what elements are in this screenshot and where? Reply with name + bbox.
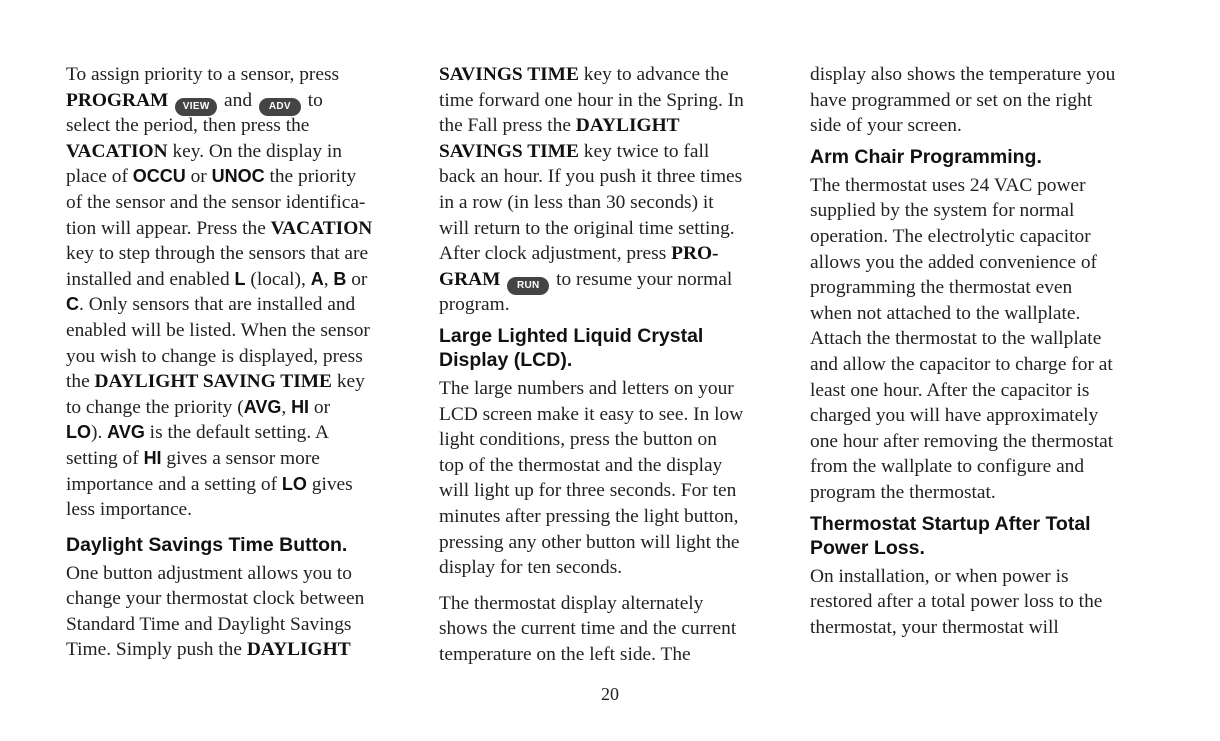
text-line	[66, 472, 411, 498]
text-line	[66, 395, 411, 421]
display-code-unoc: UNOC	[211, 166, 265, 187]
display-code-lo: LO	[66, 422, 91, 443]
text-line	[810, 275, 1170, 301]
section-heading: Power Loss.	[810, 536, 925, 559]
text: On installation, or when power is	[810, 565, 1069, 587]
text: from the wallplate to configure and	[810, 456, 1085, 478]
text-line	[439, 267, 789, 293]
text: or	[185, 166, 212, 188]
text: display for ten seconds.	[439, 557, 623, 579]
text-line	[439, 113, 789, 139]
text: pressing any other button will light the	[439, 531, 740, 553]
text-line	[66, 344, 411, 370]
text: ).	[91, 422, 108, 444]
text: key	[332, 371, 365, 393]
text: and	[224, 89, 253, 111]
text: ,	[281, 396, 292, 418]
run-button-icon: RUN	[507, 277, 549, 295]
text: place of	[66, 166, 133, 188]
display-code-hi: HI	[291, 396, 310, 417]
text-line	[810, 173, 1170, 199]
text: supplied by the system for normal	[810, 200, 1075, 222]
display-code-l: L	[234, 268, 246, 289]
text: of the sensor and the sensor identifica-	[66, 191, 366, 213]
section-heading: Thermostat Startup After Total	[810, 512, 1091, 535]
display-code-avg: AVG	[107, 422, 145, 443]
text: allows you the added convenience of	[810, 251, 1097, 273]
text-line	[810, 480, 1170, 506]
text-line	[66, 497, 411, 523]
text: to resume your normal	[556, 268, 733, 290]
text: The thermostat display alternately	[439, 592, 704, 614]
text: ,	[323, 268, 334, 290]
column-2	[439, 62, 789, 667]
text: LCD screen make it easy to see. In low	[439, 403, 744, 425]
text-line	[66, 216, 411, 242]
text-line	[66, 561, 411, 587]
text: or	[346, 268, 368, 290]
text: the	[66, 371, 95, 393]
text-line	[439, 555, 789, 581]
text: programming the thermostat even	[810, 277, 1073, 299]
text: to change the priority (	[66, 396, 244, 418]
keyword-program: PRO-	[671, 243, 719, 265]
text: temperature on the left side. The	[439, 643, 691, 665]
keyword-daylight-saving-time: DAYLIGHT SAVING TIME	[94, 371, 332, 393]
text: thermostat, your thermostat will	[810, 616, 1059, 638]
text: Time. Simply push the	[66, 639, 247, 661]
text-line	[66, 190, 411, 216]
keyword-program: PROGRAM	[66, 89, 169, 111]
section-heading: Arm Chair Programming.	[810, 145, 1042, 168]
text: or	[309, 396, 331, 418]
text-line	[439, 591, 789, 617]
text: the priority	[264, 166, 357, 188]
text-line	[66, 139, 411, 165]
text: key to advance the	[578, 64, 729, 85]
text-line	[810, 378, 1170, 404]
section-heading: Large Lighted Liquid Crystal	[439, 324, 704, 347]
keyword-program: GRAM	[439, 268, 501, 290]
text-line	[810, 429, 1170, 455]
keyword-vacation: VACATION	[270, 217, 373, 239]
text-line	[439, 478, 789, 504]
text: tion will appear. Press the	[66, 217, 271, 239]
text: . Only sensors that are installed and	[79, 294, 356, 316]
text-line	[439, 216, 789, 242]
page-number: 20	[601, 684, 619, 704]
text-line	[810, 589, 1170, 615]
text-line	[439, 504, 789, 530]
text-line	[66, 637, 411, 663]
text: key. On the display in	[167, 140, 342, 162]
text-line	[439, 616, 789, 642]
text-line	[810, 352, 1170, 378]
text: The thermostat uses 24 VAC power	[810, 174, 1086, 196]
text: importance and a setting of	[66, 473, 282, 495]
text-line	[439, 402, 789, 428]
text-line	[66, 446, 411, 472]
text-line	[66, 241, 411, 267]
text: To assign priority to a sensor, press	[66, 64, 340, 85]
text: program the thermostat.	[810, 481, 996, 503]
text-line	[439, 376, 789, 402]
section-heading: Daylight Savings Time Button.	[66, 533, 348, 556]
text-line	[66, 88, 411, 114]
adv-button-icon: ADV	[259, 98, 301, 116]
text-line	[810, 62, 1170, 88]
keyword-daylight: DAYLIGHT	[575, 115, 680, 137]
text-line	[810, 113, 1170, 139]
text: select the period, then press the	[66, 115, 310, 137]
text: will light up for three seconds. For ten	[439, 480, 737, 502]
text: in a row (in less than 30 seconds) it	[439, 191, 714, 213]
text: installed and enabled	[66, 268, 235, 290]
text: have programmed or set on the right	[810, 89, 1093, 111]
text: will return to the original time setting.	[439, 217, 735, 239]
display-code-occu: OCCU	[132, 166, 186, 187]
text-line	[66, 113, 411, 139]
text-line	[810, 224, 1170, 250]
text-line	[439, 88, 789, 114]
text-line	[66, 318, 411, 344]
text: less importance.	[66, 499, 193, 521]
text: back an hour. If you push it three times	[439, 166, 743, 188]
text: is the default setting. A	[144, 422, 330, 444]
text: program.	[439, 294, 510, 316]
view-button-icon: VIEW	[175, 98, 217, 116]
text: gives a sensor more	[161, 447, 320, 469]
text-line	[66, 420, 411, 446]
text: restored after a total power loss to the	[810, 591, 1103, 613]
display-code-hi: HI	[143, 447, 162, 468]
text: shows the current time and the current	[439, 618, 737, 640]
text: enabled will be listed. When the sensor	[66, 319, 370, 341]
section-heading: Display (LCD).	[439, 348, 573, 371]
text-line	[439, 62, 789, 88]
text-line	[439, 427, 789, 453]
text: time forward one hour in the Spring. In	[439, 89, 744, 111]
text-line	[439, 241, 789, 267]
column-1	[66, 62, 411, 663]
text: operation. The electrolytic capacitor	[810, 225, 1091, 247]
text-line	[66, 586, 411, 612]
display-code-lo: LO	[281, 473, 307, 494]
column-3	[810, 62, 1170, 640]
text: gives	[306, 473, 353, 495]
text: side of your screen.	[810, 115, 962, 137]
text-line	[439, 164, 789, 190]
text-line	[66, 369, 411, 395]
text: key twice to fall	[578, 140, 710, 162]
text-line	[66, 267, 411, 293]
text-line	[810, 198, 1170, 224]
keyword-daylight: DAYLIGHT	[246, 639, 351, 661]
text-line	[810, 564, 1170, 590]
text-line	[66, 164, 411, 190]
text: Standard Time and Daylight Savings	[66, 613, 352, 635]
text: you wish to change is displayed, press	[66, 345, 363, 367]
text: setting of	[66, 447, 144, 469]
text: and allow the capacitor to charge for at	[810, 353, 1113, 375]
text: when not attached to the wallplate.	[810, 302, 1081, 324]
text-line	[810, 301, 1170, 327]
text: top of the thermostat and the display	[439, 454, 723, 476]
text: Attach the thermostat to the wallplate	[810, 328, 1102, 350]
text-line	[439, 530, 789, 556]
keyword-savings-time: SAVINGS TIME	[439, 140, 579, 162]
keyword-savings-time: SAVINGS TIME	[439, 64, 579, 85]
text-line	[810, 615, 1170, 641]
text: light conditions, press the button on	[439, 429, 717, 451]
text: one hour after removing the thermostat	[810, 430, 1114, 452]
text-line	[439, 642, 789, 668]
text-line	[810, 403, 1170, 429]
text: display also shows the temperature you	[810, 64, 1116, 85]
text-line	[66, 62, 411, 88]
text: minutes after pressing the light button,	[439, 505, 739, 527]
text-line	[439, 292, 789, 318]
display-code-avg: AVG	[243, 396, 282, 417]
text-line	[66, 612, 411, 638]
text-line	[810, 454, 1170, 480]
text: charged you will have approximately	[810, 405, 1099, 427]
display-code-b: B	[333, 268, 347, 289]
text-line	[439, 190, 789, 216]
text: The large numbers and letters on your	[439, 377, 734, 399]
text-line	[439, 453, 789, 479]
text: After clock adjustment, press	[439, 243, 672, 265]
text-line	[810, 326, 1170, 352]
text: (local),	[245, 268, 311, 290]
text: the Fall press the	[439, 115, 576, 137]
display-code-c: C	[66, 294, 79, 315]
text: One button adjustment allows you to	[66, 562, 352, 584]
text-line	[810, 250, 1170, 276]
text-line	[810, 88, 1170, 114]
text: to	[307, 89, 323, 111]
text: least one hour. After the capacitor is	[810, 379, 1090, 401]
text-line	[66, 292, 411, 318]
text: key to step through the sensors that are	[66, 243, 369, 265]
text: change your thermostat clock between	[66, 588, 365, 610]
display-code-a: A	[310, 268, 324, 289]
text-line	[439, 139, 789, 165]
keyword-vacation: VACATION	[66, 140, 168, 162]
